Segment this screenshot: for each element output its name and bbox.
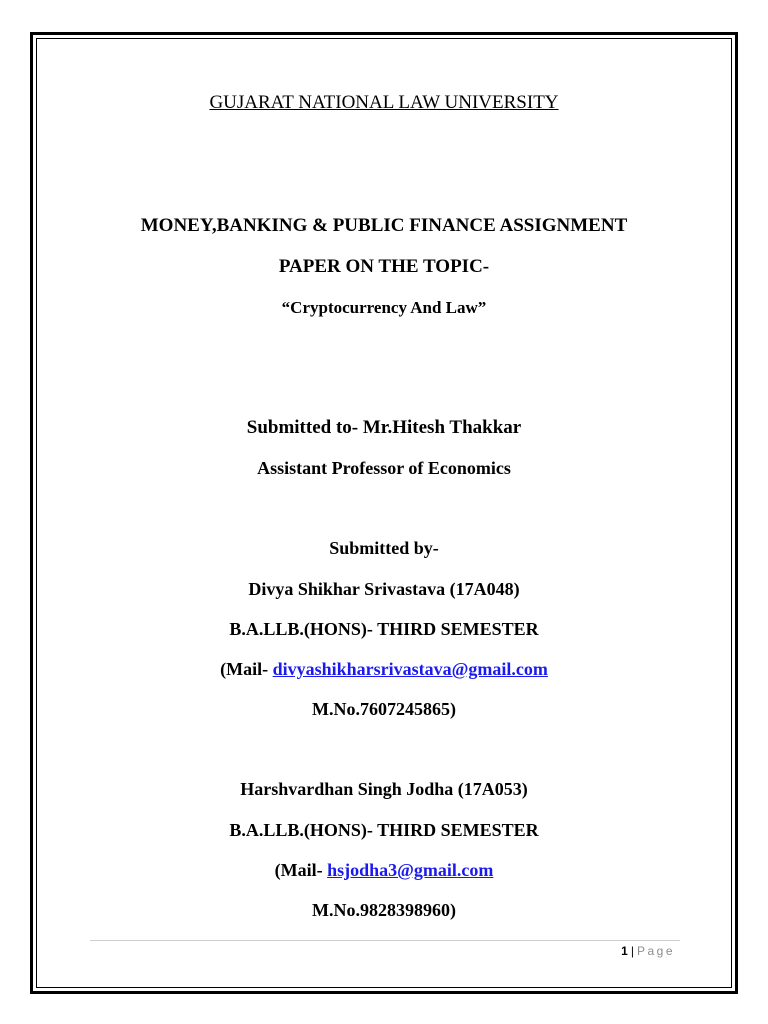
author-2-mobile: M.No.9828398960): [312, 900, 456, 920]
author-1-mobile: M.No.7607245865): [312, 699, 456, 719]
author-1-mail-line: [0, 659, 768, 680]
footer-rule: [90, 940, 680, 941]
assignment-title: MONEY,BANKING & PUBLIC FINANCE ASSIGNMENT: [140, 215, 628, 236]
author-2-mail-line: [0, 860, 768, 881]
page-label: Page: [636, 944, 675, 958]
submitted-to: Submitted to- Mr.Hitesh Thakkar: [246, 417, 522, 438]
topic-title: “Cryptocurrency And Law”: [281, 298, 487, 317]
author-2-name: Harshvardhan Singh Jodha (17A053): [240, 779, 528, 799]
university-title: GUJARAT NATIONAL LAW UNIVERSITY: [209, 92, 559, 113]
author-2-course: B.A.LLB.(HONS)- THIRD SEMESTER: [229, 820, 539, 840]
footer-separator: |: [630, 944, 634, 958]
author-2-mail-prefix: (Mail-: [274, 860, 323, 880]
submitted-by-label: Submitted by-: [329, 538, 439, 558]
author-1-course: B.A.LLB.(HONS)- THIRD SEMESTER: [229, 619, 539, 639]
author-1-email-link[interactable]: divyashikharsrivastava@gmail.com: [272, 659, 548, 679]
author-1-mail-prefix: (Mail-: [220, 659, 269, 679]
topic-label: PAPER ON THE TOPIC-: [278, 256, 490, 277]
page-number: 1: [621, 944, 628, 958]
page-border-inner: [36, 38, 732, 988]
designation: Assistant Professor of Economics: [257, 458, 511, 478]
page-footer: [621, 944, 675, 958]
author-1-name: Divya Shikhar Srivastava (17A048): [248, 579, 520, 599]
author-2-email-link[interactable]: hsjodha3@gmail.com: [327, 860, 494, 880]
